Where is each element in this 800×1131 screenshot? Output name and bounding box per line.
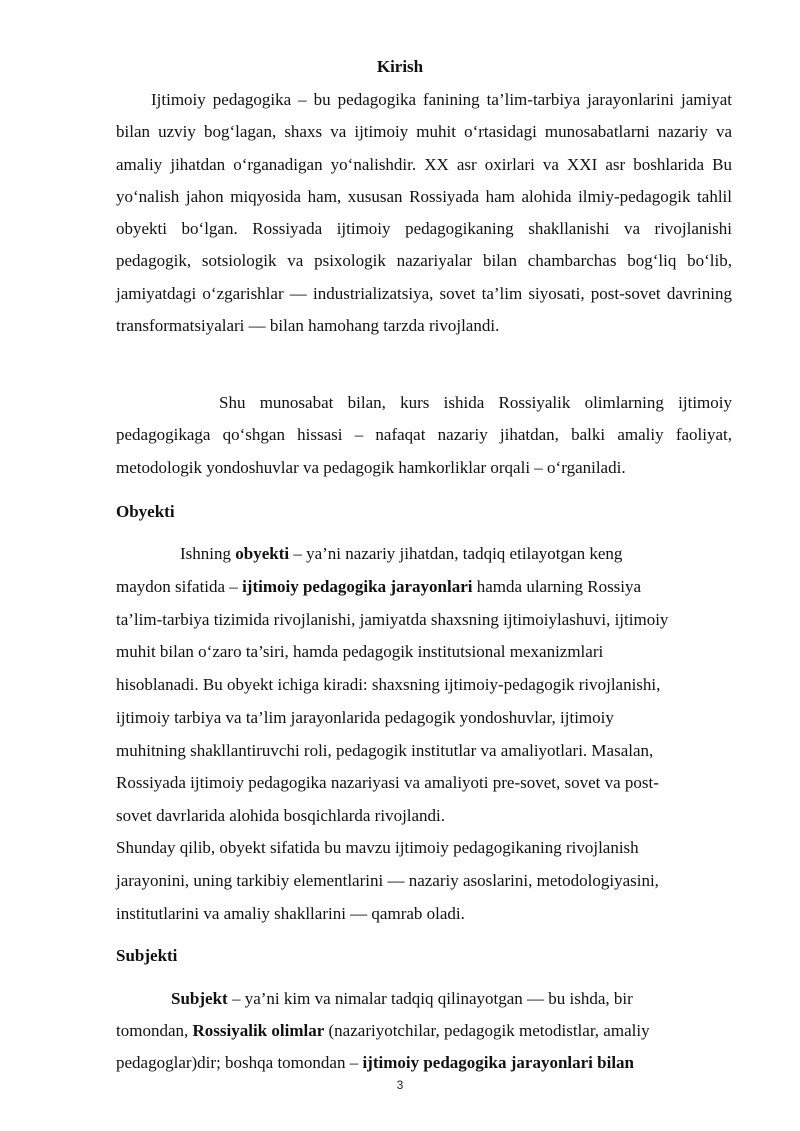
text-line: muhit bilan o‘zaro ta’siri, hamda pedagogik institutsional mexanizmlari (116, 642, 604, 661)
text-line (116, 1053, 634, 1073)
text-line: Rossiyada ijtimoiy pedagogika nazariyasi va amaliyoti pre-sovet, sovet va post- (116, 773, 659, 792)
text-run: tomondan, (116, 1021, 193, 1040)
bold-term: Rossiyalik olimlar (192, 1021, 325, 1040)
page-number: 3 (396, 1078, 404, 1092)
text-line: institutlarini va amaliy shakllarini — qamrab oladi. (116, 904, 465, 923)
text-run: pedagoglar)dir; boshqa tomondan – (116, 1053, 363, 1072)
bold-term: ijtimoiy pedagogika jarayonlari bilan (362, 1053, 634, 1072)
text-line (116, 577, 641, 597)
text-run: (nazariyotchilar, pedagogik metodistlar, amaliy (324, 1021, 650, 1040)
text-line: jarayonini, uning tarkibiy elementlarini — nazariy asoslarini, metodologiyasini, (116, 871, 659, 890)
text-run: Ishning (180, 544, 236, 563)
section-title-object: Obyekti (116, 502, 175, 521)
text-line: sovet davrlarida alohida bosqichlarda rivojlandi. (116, 806, 446, 825)
text-line: hisoblanadi. Bu obyekt ichiga kiradi: shaxsning ijtimoiy-pedagogik rivojlanishi, (116, 675, 661, 694)
text-run: hamda ularning Rossiya (472, 577, 642, 596)
intro-paragraph-2: Shu munosabat bilan, kurs ishida Rossiyalik olimlarning ijtimoiy pedagogikaga qo‘shgan hissasi – nafaqat nazariy jihatdan, balki amaliy faoliyat, metodologik yondoshuvlar va pedagogik hamkorliklar orqali – o‘rganiladi. (116, 393, 732, 477)
text-run: – ya’ni nazariy jihatdan, tadqiq etilayotgan keng (289, 544, 623, 563)
text-line (180, 544, 622, 564)
bold-term: Subjekt (171, 989, 228, 1008)
text-line: muhitning shakllantiruvchi roli, pedagogik institutlar va amaliyotlari. Masalan, (116, 741, 654, 760)
text-line: ijtimoiy tarbiya va ta’lim jarayonlarida pedagogik yondoshuvlar, ijtimoiy (116, 708, 614, 727)
text-run: maydon sifatida – (116, 577, 243, 596)
text-line: ta’lim-tarbiya tizimida rivojlanishi, jamiyatda shaxsning ijtimoiylashuvi, ijtimoiy (116, 610, 669, 629)
intro-paragraph-1: Ijtimoiy pedagogika – bu pedagogika fanining ta’lim-tarbiya jarayonlarini jamiyat bilan uzviy bog‘lagan, shaxs va ijtimoiy muhit o‘rtasidagi munosabatlarni nazariy va amaliy jihatdan o‘rganadigan yo‘nalishdir. XX asr oxirlari va XXI asr boshlarida Bu yo‘nalish jahon miqyosida ham, xususan Rossiyada ham alohida ilmiy-pedagogik tahlil obyekti bo‘lgan. Rossiyada ijtimoiy pedagogikaning shakllanishi va rivojlanishi pedagogik, sotsiologik va psixologik nazariyalar bilan chambarchas bog‘liq bo‘lib, jamiyatdagi o‘zgarishlar — industrializatsiya, sovet ta’lim siyosati, post-sovet davrining transformatsiyalari — bilan hamohang tarzda rivojlandi. (116, 90, 732, 336)
text-run: – ya’ni kim va nimalar tadqiq qilinayotgan — bu ishda, bir (227, 989, 633, 1008)
text-line: Shunday qilib, obyekt sifatida bu mavzu ijtimoiy pedagogikaning rivojlanish (116, 838, 639, 857)
section-title-subject: Subjekti (116, 946, 178, 965)
bold-term: obyekti (235, 544, 290, 563)
text-line (171, 989, 633, 1009)
bold-term: ijtimoiy pedagogika jarayonlari (242, 577, 473, 596)
page-heading: Kirish (376, 57, 424, 76)
text-line (116, 1021, 650, 1041)
